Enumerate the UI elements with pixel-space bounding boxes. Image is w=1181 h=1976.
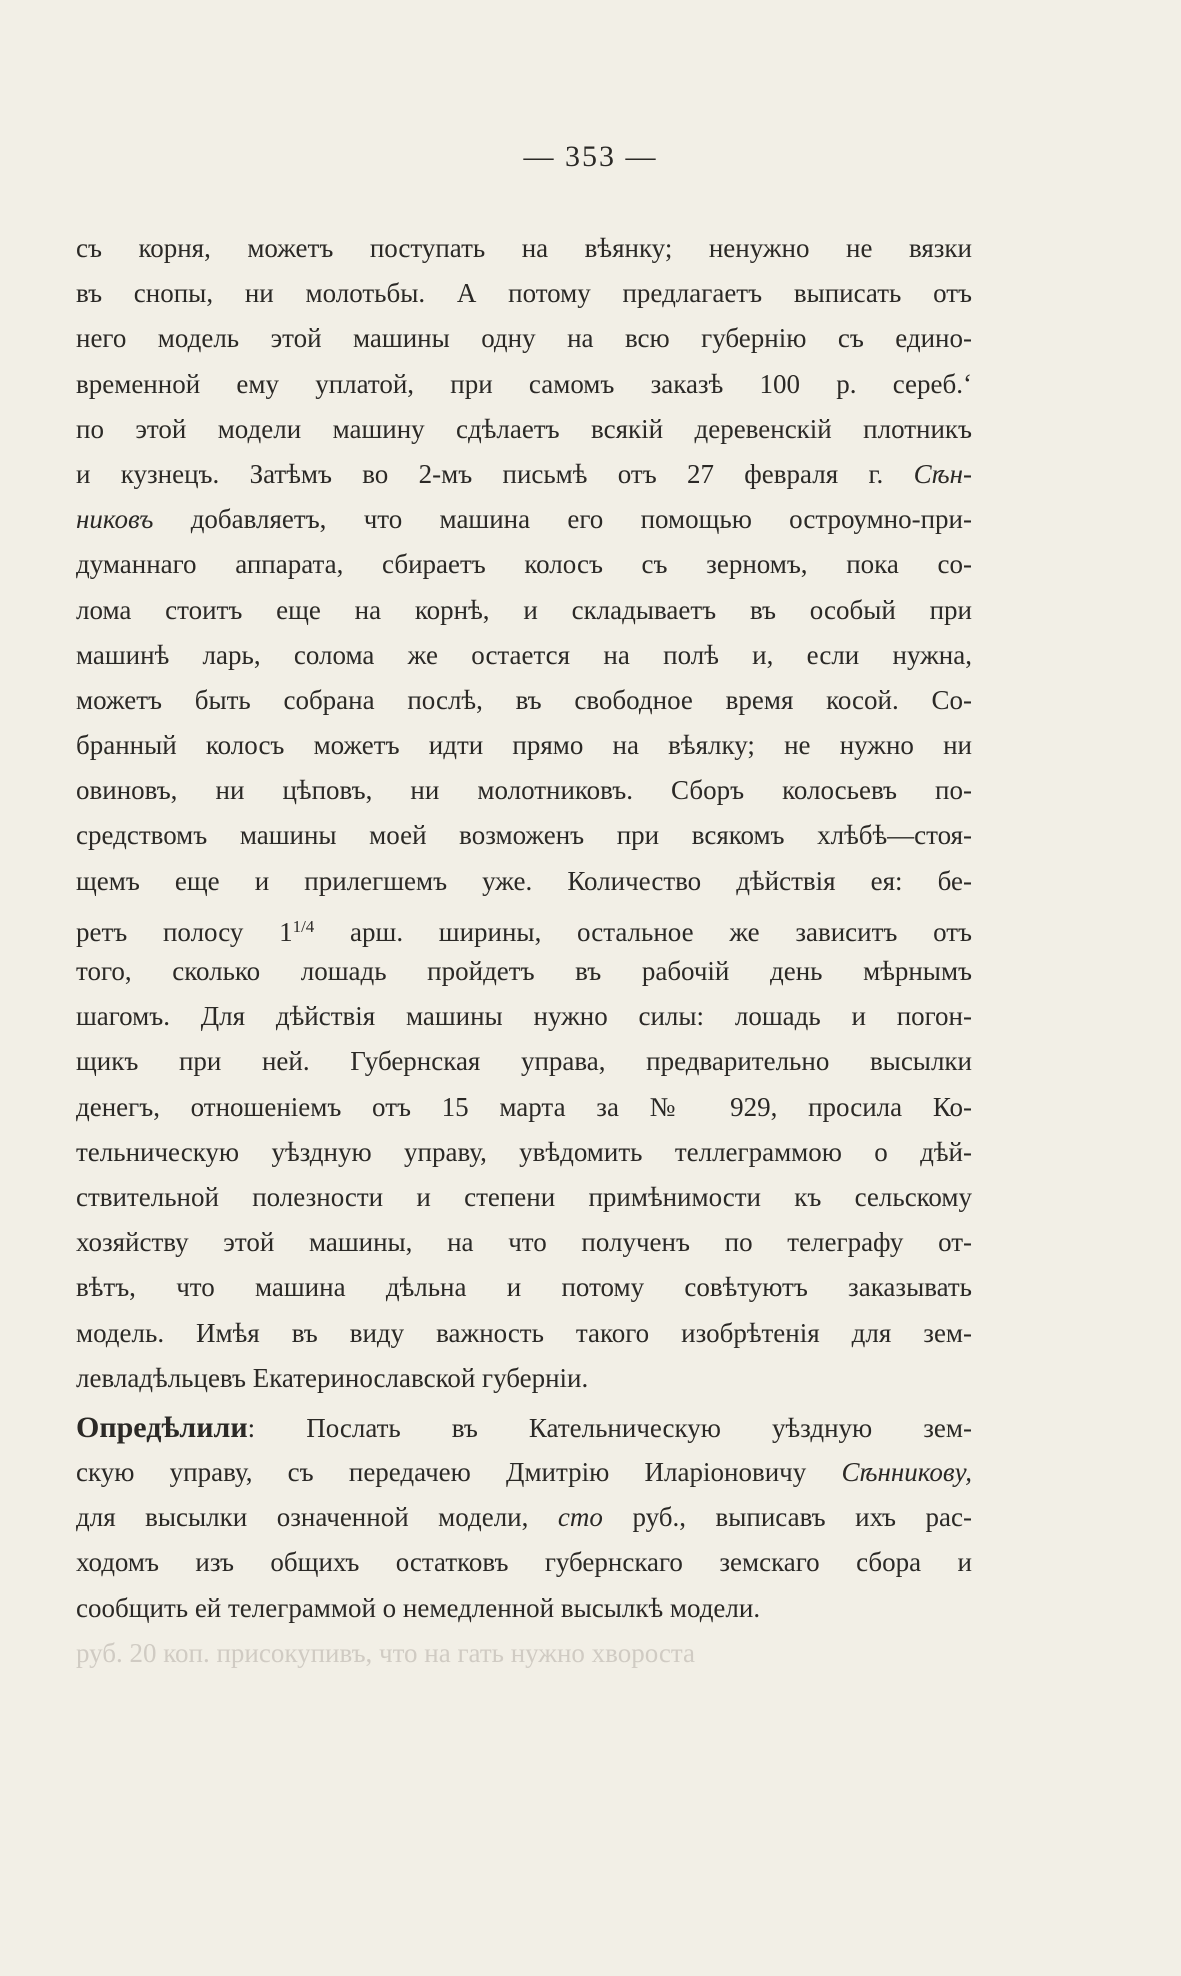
text-line-rest: арш. ширины, остальное же зависитъ отъ	[350, 916, 973, 947]
text-line: временной ему уплатой, при самомъ заказѣ 100 р. сереб.‘	[76, 368, 972, 399]
fraction-whole: 1	[279, 916, 293, 947]
text-line: бранный колосъ можетъ идти прямо на вѣялку; не нужно ни	[76, 730, 972, 761]
text-line-rest: добавляетъ, что машина его помощью остроумно-при-	[190, 504, 973, 535]
text-line	[76, 452, 972, 497]
text-line: него модель этой машины одну на всю губернію съ едино-	[76, 323, 972, 354]
surname-italic: никовъ	[76, 504, 154, 535]
body-text	[76, 226, 972, 1676]
text-line: лома стоитъ еще на корнѣ, и складываетъ въ особый при	[76, 594, 972, 625]
text-line-start: и кузнецъ. Затѣмъ во 2-мъ письмѣ отъ 27 февраля г.	[76, 458, 884, 489]
resolution-text: руб., выписавъ ихъ рас-	[632, 1502, 972, 1533]
resolution-text: скую управу, съ передачею Дмитрію Иларіоновичу	[76, 1457, 807, 1488]
text-line: вѣтъ, что машина дѣльна и потому совѣтуютъ заказывать	[76, 1272, 972, 1303]
sum-italic: сто	[557, 1502, 603, 1533]
resolution-text: Послать въ Кательническую уѣздную зем-	[255, 1412, 972, 1443]
resolution-line	[76, 1495, 972, 1540]
resolution-text: для высылки означенной модели,	[76, 1502, 529, 1533]
text-line-start: ретъ полосу	[76, 916, 244, 947]
text-line: хозяйству этой машины, на что полученъ по телеграфу от-	[76, 1227, 972, 1258]
resolution-line: сообщить ей телеграммой о немедленной высылкѣ модели.	[76, 1592, 761, 1623]
text-line: думаннаго аппарата, сбираетъ колосъ съ зерномъ, пока со-	[76, 549, 972, 580]
bleed-through-text: руб. 20 коп. присокупивъ, что на гать нужно хвороста	[76, 1637, 695, 1668]
text-line: щемъ еще и прилегшемъ уже. Количество дѣйствія ея: бе-	[76, 865, 972, 896]
page-number: — 353 —	[523, 140, 658, 173]
text-line: по этой модели машину сдѣлаетъ всякій деревенскій плотникъ	[76, 413, 972, 444]
text-line: щикъ при ней. Губернская управа, предварительно высылки	[76, 1046, 972, 1077]
surname-italic: Сѣн-	[913, 458, 972, 489]
text-line: овиновъ, ни цѣповъ, ни молотниковъ. Сборъ колосьевъ по-	[76, 775, 972, 806]
text-line: ствительной полезности и степени примѣнимости къ сельскому	[76, 1181, 972, 1212]
resolution-line	[76, 1450, 972, 1495]
text-line: того, сколько лошадь пройдетъ въ рабочій день мѣрнымъ	[76, 956, 972, 986]
surname-italic: Сѣнникову,	[841, 1457, 973, 1488]
text-line: машинѣ ларь, солома же остается на полѣ и, если нужна,	[76, 639, 972, 670]
resolution-line: ходомъ изъ общихъ остатковъ губернскаго земскаго сбора и	[76, 1547, 972, 1578]
text-line: средствомъ машины моей возможенъ при всякомъ хлѣбѣ—стоя-	[76, 820, 972, 851]
text-line: модель. Имѣя въ виду важность такого изобрѣтенія для зем-	[76, 1317, 972, 1348]
text-line: денегъ, отношеніемъ отъ 15 марта за № 929, просила Ко-	[76, 1091, 972, 1122]
text-line: левладѣльцевъ Екатеринославской губерніи.	[76, 1362, 589, 1393]
text-line: въ снопы, ни молотьбы. А потому предлагаетъ выписать отъ	[76, 278, 972, 309]
resolution-label: Опредѣлили	[76, 1410, 248, 1444]
text-line: съ корня, можетъ поступать на вѣянку; ненужно не вязки	[76, 233, 972, 263]
text-line	[76, 904, 972, 949]
resolution-line	[76, 1405, 972, 1450]
fraction-part: 1/4	[292, 916, 315, 936]
resolution-colon: :	[247, 1412, 256, 1443]
text-line: шагомъ. Для дѣйствія машины нужно силы: лошадь и погон-	[76, 1001, 972, 1032]
text-line: можетъ быть собрана послѣ, въ свободное время косой. Со-	[76, 684, 972, 715]
text-line: тельническую уѣздную управу, увѣдомить теллеграммою о дѣй-	[76, 1136, 972, 1167]
text-line	[76, 497, 972, 542]
